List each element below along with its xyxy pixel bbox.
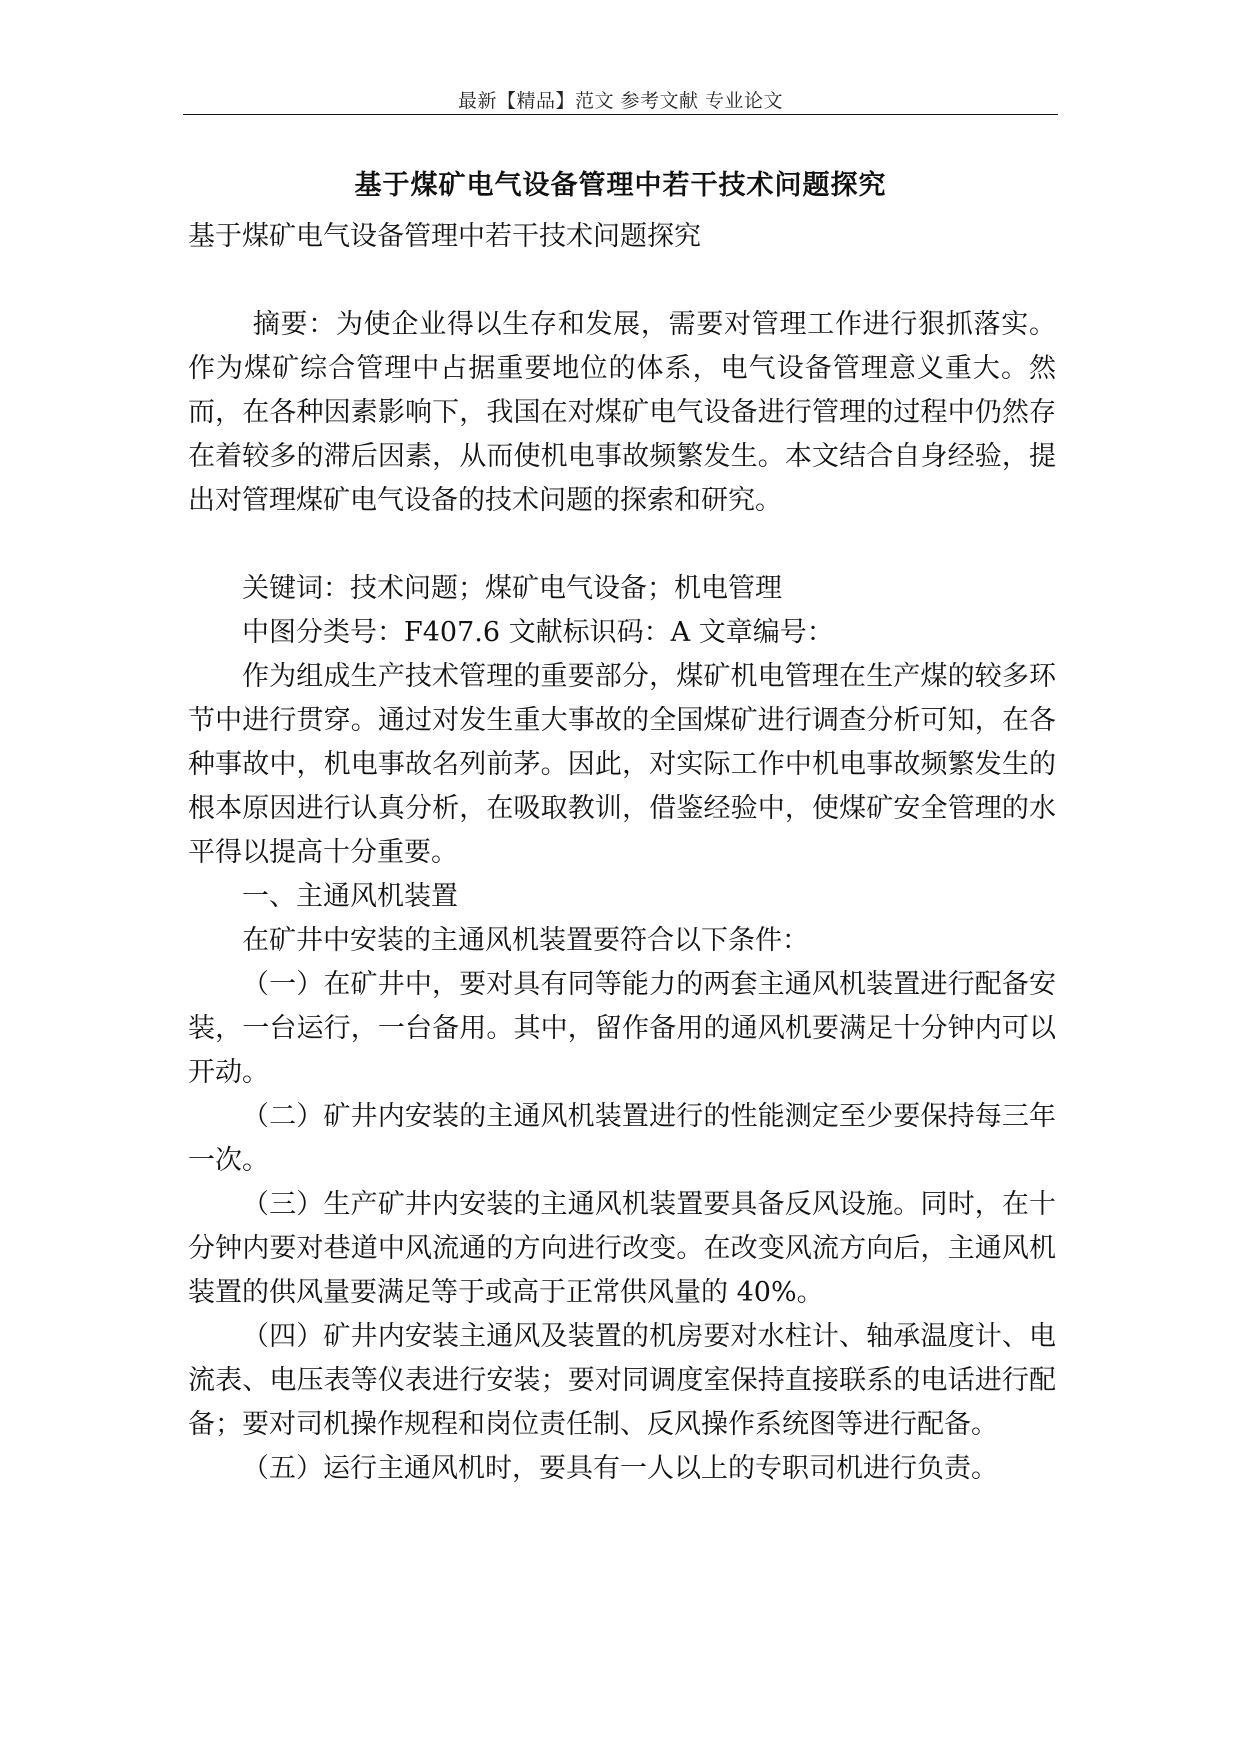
document-subtitle: 基于煤矿电气设备管理中若干技术问题探究 [188,221,701,252]
section-lead: 在矿井中安装的主通风机装置要符合以下条件： [242,925,809,956]
classification-line: 中图分类号：F407.6 文献标识码：A 文章编号： [242,617,834,648]
section-heading: 一、主通风机装置 [242,881,458,912]
header-divider [183,114,1058,115]
abstract-paragraph: 摘要：为使企业得以生存和发展，需要对管理工作进行狠抓落实。作为煤矿综合管理中占据重要地位的体系，电气设备管理意义重大。然而，在各种因素影响下，我国在对煤矿电气设备进行管理的过程中仍然存在着较多的滞后因素，从而使机电事故频繁发生。本文结合自身经验，提出对管理煤矿电气设备的技术问题的探索和研究。 [188,309,1056,516]
list-item: （四）矿井内安装主通风及装置的机房要对水柱计、轴承温度计、电流表、电压表等仪表进行安装；要对同调度室保持直接联系的电话进行配备；要对司机操作规程和岗位责任制、反风操作系统图等进行配备。 [188,1321,1056,1440]
list-item: （二）矿井内安装的主通风机装置进行的性能测定至少要保持每三年一次。 [188,1101,1056,1176]
list-item: （五）运行主通风机时，要具有一人以上的专职司机进行负责。 [242,1453,998,1484]
document-title: 基于煤矿电气设备管理中若干技术问题探究 [354,170,887,201]
list-item: （三）生产矿井内安装的主通风机装置要具备反风设施。同时，在十分钟内要对巷道中风流通的方向进行改变。在改变风流方向后，主通风机装置的供风量要满足等于或高于正常供风量的 40%。 [188,1189,1056,1308]
keywords-line: 关键词：技术问题；煤矿电气设备；机电管理 [242,573,782,604]
document-body [188,215,1056,1491]
page-header: 最新【精品】范文 参考文献 专业论文 [457,90,784,112]
intro-paragraph: 作为组成生产技术管理的重要部分，煤矿机电管理在生产煤的较多环节中进行贯穿。通过对发生重大事故的全国煤矿进行调查分析可知，在各种事故中，机电事故名列前茅。因此，对实际工作中机电事故频繁发生的根本原因进行认真分析，在吸取教训，借鉴经验中，使煤矿安全管理的水平得以提高十分重要。 [188,661,1056,868]
list-item: （一）在矿井中，要对具有同等能力的两套主通风机装置进行配备安装，一台运行，一台备用。其中，留作备用的通风机要满足十分钟内可以开动。 [188,969,1056,1088]
